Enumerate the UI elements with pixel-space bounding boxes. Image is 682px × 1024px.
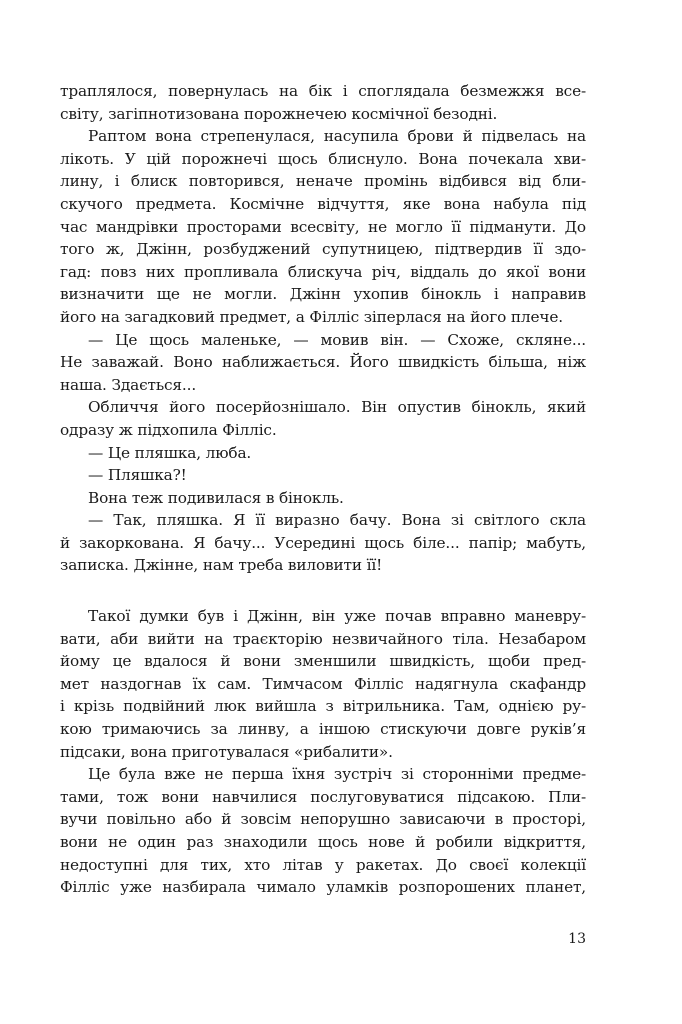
text-line: кою тримаючись за линву, а іншою стискуючи довге руків’я bbox=[60, 720, 586, 739]
text-line: — Це щось маленьке, — мовив він. — Схоже, скляне... bbox=[88, 330, 586, 349]
text-line: підсаки, вона приготувалася «рибалити». bbox=[60, 742, 393, 761]
text-line: записка. Джінне, нам треба виловити її! bbox=[60, 556, 383, 575]
text-line: Раптом вона стрепенулася, насупила брови й підвелась на bbox=[88, 127, 586, 146]
paragraph bbox=[60, 125, 586, 328]
text-line: і крізь подвійний люк вийшла з вітрильника. Там, однією ру- bbox=[60, 697, 586, 716]
text-line: світу, загіпнотизована порожнечею космічної безодні. bbox=[60, 104, 498, 123]
paragraph bbox=[60, 763, 586, 899]
text-line: наша. Здається... bbox=[60, 375, 197, 394]
text-line: Вона теж подивилася в бінокль. bbox=[88, 488, 344, 507]
text-line: вати, аби вийти на траєкторію незвичайного тіла. Незабаром bbox=[60, 629, 586, 648]
paragraph bbox=[60, 487, 586, 510]
text-line: траплялося, повернулась на бік і споглядала безмежжя все- bbox=[60, 82, 586, 100]
text-line: — Пляшка?! bbox=[88, 466, 187, 485]
text-line: мет наздогнав їх сам. Тимчасом Філліс надягнула скафандр bbox=[60, 674, 586, 693]
text-line: час мандрівки просторами всесвіту, не могло її підманути. До bbox=[60, 217, 586, 236]
text-line: гад: повз них пропливала блискуча річ, віддаль до якої вони bbox=[60, 262, 586, 281]
text-line: Не заважай. Воно наближається. Його швидкість більша, ніж bbox=[60, 353, 586, 372]
paragraph bbox=[60, 442, 586, 465]
text-line: лину, і блиск повторився, неначе промінь відбився від бли- bbox=[60, 172, 586, 191]
text-line: вучи повільно або й зовсім непорушно зависаючи в просторі, bbox=[60, 810, 586, 829]
paragraph bbox=[60, 509, 586, 577]
text-line: йому це вдалося й вони зменшили швидкість, щоби пред- bbox=[60, 652, 586, 671]
book-page bbox=[60, 80, 586, 899]
section-break bbox=[60, 577, 586, 605]
text-line: одразу ж підхопила Філліс. bbox=[60, 420, 277, 439]
paragraph bbox=[60, 464, 586, 487]
text-line: — Так, пляшка. Я її виразно бачу. Вона зі світлого скла bbox=[88, 511, 586, 530]
text-line: Філліс уже назбирала чимало уламків розпорошених планет, bbox=[60, 878, 586, 897]
paragraph bbox=[60, 329, 586, 397]
text-line: тами, тож вони навчилися послуговуватися підсакою. Пли- bbox=[60, 787, 586, 806]
body-text bbox=[60, 80, 586, 899]
paragraph bbox=[60, 80, 586, 125]
text-line: Обличчя його посерйознішало. Він опустив бінокль, який bbox=[88, 398, 586, 417]
text-line: вони не один раз знаходили щось нове й робили відкриття, bbox=[60, 833, 586, 851]
text-line: недоступні для тих, хто літав у ракетах. До своєї колекції bbox=[60, 855, 586, 874]
text-line: Такої думки був і Джінн, він уже почав вправно маневру- bbox=[88, 607, 586, 626]
text-line: того ж, Джінн, розбуджений супутницею, підтвердив її здо- bbox=[60, 240, 586, 259]
text-line: скучого предмета. Космічне відчуття, яке вона набула під bbox=[60, 194, 586, 213]
text-line: його на загадковий предмет, а Філліс зіперлася на його плече. bbox=[60, 307, 563, 326]
page-number: 13 bbox=[568, 931, 586, 947]
paragraph bbox=[60, 605, 586, 763]
paragraph bbox=[60, 396, 586, 441]
text-line: — Це пляшка, люба. bbox=[88, 443, 252, 462]
text-line: Це була вже не перша їхня зустріч зі сторонніми предме- bbox=[88, 765, 586, 784]
text-line: й закоркована. Я бачу... Усередині щось біле... папір; мабуть, bbox=[60, 533, 586, 552]
text-line: визначити ще не могли. Джінн ухопив бінокль і направив bbox=[60, 285, 586, 304]
text-line: лікоть. У цій порожнечі щось блиснуло. Вона почекала хви- bbox=[60, 149, 586, 168]
